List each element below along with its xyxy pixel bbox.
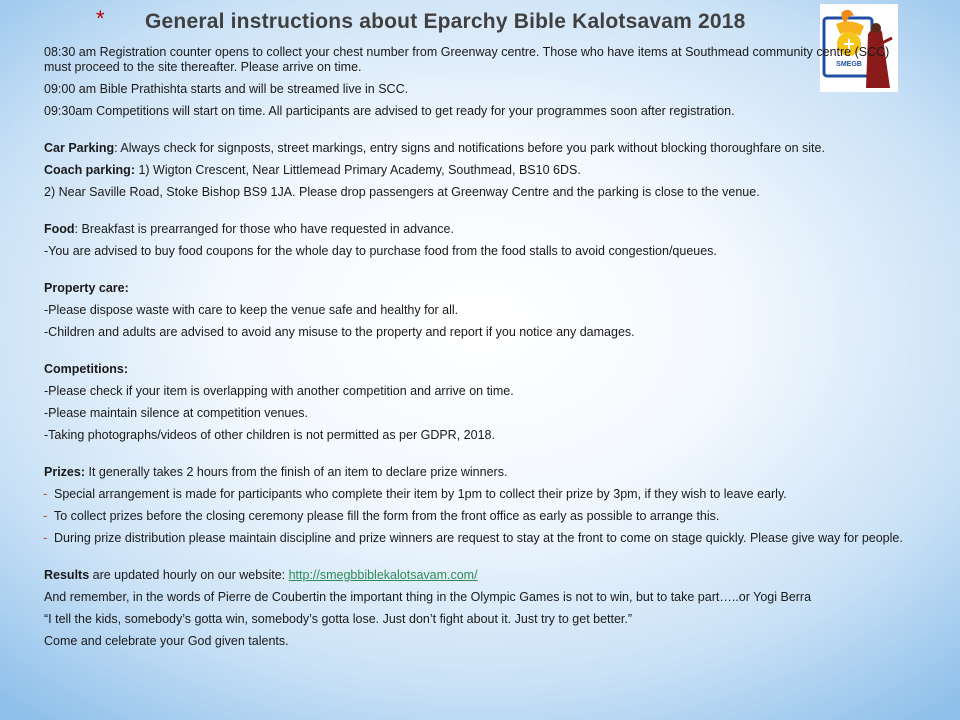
quote-intro: And remember, in the words of Pierre de Coubertin the important thing in the Olympic Games is not to win, but to take part…..or Yogi Berra [44, 590, 812, 604]
food-text: : Breakfast is prearranged for those who have requested in advance. [74, 222, 454, 236]
schedule-text: Registration counter opens to collect your chest number from Greenway centre. Those who have items at Southmead community centre (SCC) must proceed to the site thereafter. Please arrive on time. [44, 45, 890, 74]
schedule-prathishta [44, 82, 914, 97]
prizes-text: It generally takes 2 hours from the finish of an item to declare prize winners. [85, 465, 508, 479]
competitions-line: -Please check if your item is overlapping with another competition and arrive on time. [44, 384, 514, 398]
slide-title: General instructions about Eparchy Bible Kalotsavam 2018 [145, 10, 746, 33]
schedule-time: 09:00 am [44, 82, 97, 96]
dash-bullet-icon: - [43, 485, 48, 501]
prize-item-text: During prize distribution please maintain discipline and prize winners are request to stay at the front to come on stage quickly. Please give way for people. [54, 531, 903, 545]
prize-item [44, 509, 914, 524]
schedule-time: 09:30am [44, 104, 97, 118]
car-parking-label: Car Parking [44, 141, 115, 155]
property-care-heading: Property care: [44, 281, 129, 295]
dash-bullet-icon: - [43, 507, 48, 523]
instructions-body [44, 45, 914, 656]
coach-parking-line2: 2) Near Saville Road, Stoke Bishop BS9 1JA. Please drop passengers at Greenway Centre and the parking is close to the venue. [44, 185, 760, 199]
schedule-time: 08:30 am [44, 45, 97, 59]
food-line2: -You are advised to buy food coupons for the whole day to purchase food from the food stalls to avoid congestion/queues. [44, 244, 717, 258]
results [44, 568, 914, 583]
schedule-registration [44, 45, 914, 75]
prize-item [44, 487, 914, 502]
competitions-line: -Please maintain silence at competition venues. [44, 406, 309, 420]
prizes-label: Prizes: [44, 465, 85, 479]
schedule-text: Competitions will start on time. All participants are advised to get ready for your programmes soon after registration. [96, 104, 735, 118]
car-parking [44, 141, 914, 156]
car-parking-text: : Always check for signposts, street markings, entry signs and notifications before you park without blocking thoroughfare on site. [114, 141, 825, 155]
food-label: Food [44, 222, 75, 236]
food [44, 222, 914, 237]
prize-item-text: Special arrangement is made for participants who complete their item by 1pm to collect their prize by 3pm, if they wish to leave early. [54, 487, 787, 501]
schedule-competitions [44, 104, 914, 119]
property-line: -Children and adults are advised to avoid any misuse to the property and report if you notice any damages. [44, 325, 635, 339]
prize-item [44, 531, 914, 546]
coach-parking-line1: 1) Wigton Crescent, Near Littlemead Primary Academy, Southmead, BS10 6DS. [135, 163, 581, 177]
property-line: -Please dispose waste with care to keep the venue safe and healthy for all. [44, 303, 459, 317]
competitions-line: -Taking photographs/videos of other children is not permitted as per GDPR, 2018. [44, 428, 495, 442]
dash-bullet-icon: - [43, 529, 48, 545]
competitions-heading: Competitions: [44, 362, 129, 376]
website-link[interactable]: http://smegbbiblekalotsavam.com/ [288, 568, 478, 582]
prize-item-text: To collect prizes before the closing ceremony please fill the form from the front office as early as possible to arrange this. [54, 509, 720, 523]
title-bullet-star: * [96, 6, 105, 31]
logo-text: SMEGB [836, 61, 862, 68]
results-text: are updated hourly on our website: [89, 568, 289, 582]
quote-text: “I tell the kids, somebody’s gotta win, somebody’s gotta lose. Just don’t fight about it. Just try to get better.” [44, 612, 633, 626]
prizes [44, 465, 914, 480]
coach-parking [44, 163, 914, 178]
results-label: Results [44, 568, 90, 582]
schedule-text: Bible Prathishta starts and will be streamed live in SCC. [99, 82, 409, 96]
closing-line: Come and celebrate your God given talents. [44, 634, 289, 648]
coach-parking-label: Coach parking: [44, 163, 135, 177]
